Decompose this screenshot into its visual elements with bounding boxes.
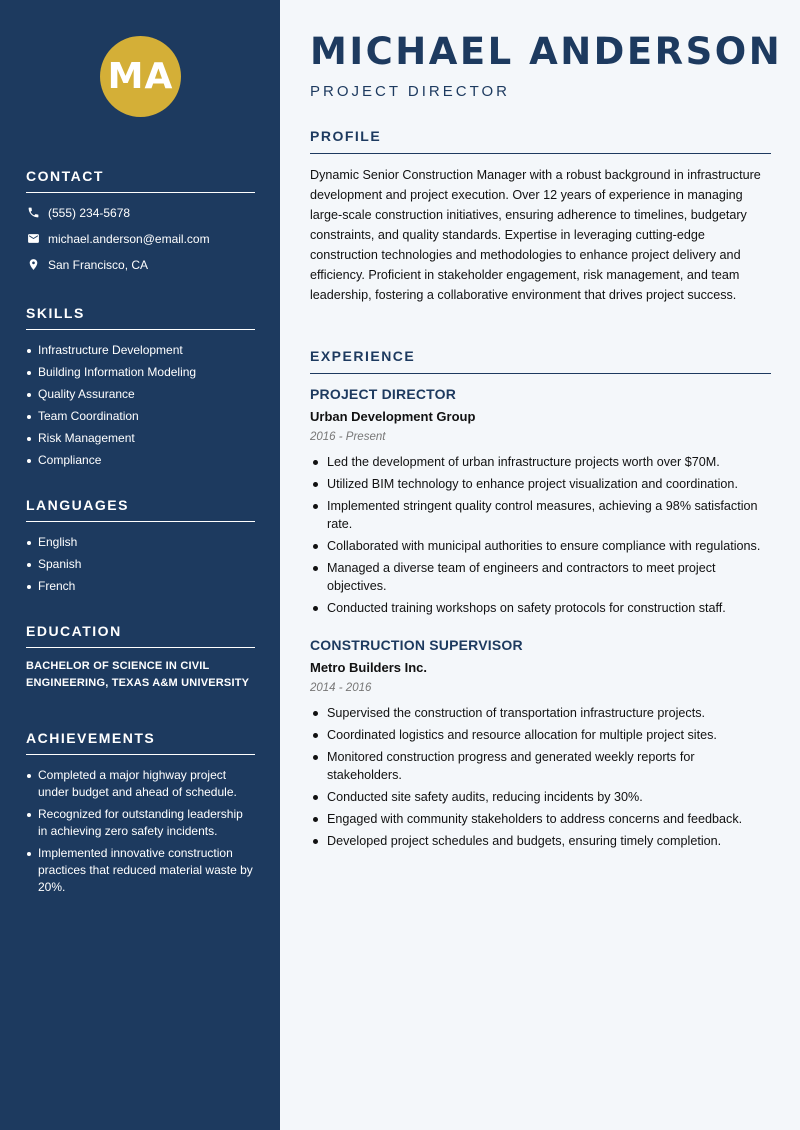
job-bullet: Managed a diverse team of engineers and contractors to meet project objectives. (310, 559, 771, 595)
language-item: Spanish (26, 556, 255, 573)
contact-phone (26, 205, 255, 220)
phone-icon (26, 206, 40, 220)
job-bullet: Monitored construction progress and generated weekly reports for stakeholders. (310, 748, 771, 784)
profile-heading: PROFILE (310, 128, 771, 154)
job-bullet: Led the development of urban infrastructure projects worth over $70M. (310, 453, 771, 471)
achievement-item: Recognized for outstanding leadership in achieving zero safety incidents. (26, 806, 255, 840)
avatar: MA (100, 36, 181, 117)
job-dates: 2014 - 2016 (310, 682, 372, 694)
achievements-section (26, 730, 255, 896)
achievement-item: Implemented innovative construction practices that reduced material waste by 20%. (26, 845, 255, 896)
job-bullet: Utilized BIM technology to enhance project visualization and coordination. (310, 475, 771, 493)
achievements-list (26, 767, 255, 896)
contact-heading: CONTACT (26, 168, 255, 193)
skill-item: Compliance (26, 452, 255, 469)
job-bullet: Engaged with community stakeholders to address concerns and feedback. (310, 810, 771, 828)
education-heading: EDUCATION (26, 623, 255, 648)
experience-section (310, 348, 771, 374)
job-bullet: Conducted training workshops on safety protocols for construction staff. (310, 599, 771, 617)
skill-item: Building Information Modeling (26, 364, 255, 381)
contact-section (26, 168, 255, 272)
job-bullet: Supervised the construction of transportation infrastructure projects. (310, 704, 771, 722)
sidebar (0, 0, 280, 1130)
email-text[interactable]: michael.anderson@email.com (48, 231, 210, 246)
achievement-item: Completed a major highway project under budget and ahead of schedule. (26, 767, 255, 801)
job-bullets (310, 453, 771, 617)
skills-section (26, 305, 255, 469)
job-bullet: Conducted site safety audits, reducing incidents by 30%. (310, 788, 771, 806)
contact-email (26, 231, 255, 246)
location-text: San Francisco, CA (48, 257, 149, 272)
job-bullet: Developed project schedules and budgets, ensuring timely completion. (310, 832, 771, 850)
job-dates: 2016 - Present (310, 431, 386, 443)
job-bullets (310, 704, 771, 850)
languages-heading: LANGUAGES (26, 497, 255, 522)
email-icon (26, 232, 40, 246)
languages-section (26, 497, 255, 595)
phone-text: (555) 234-5678 (48, 205, 131, 220)
language-item: French (26, 578, 255, 595)
candidate-name: MICHAEL ANDERSON (310, 30, 783, 73)
profile-section (310, 128, 771, 305)
job-bullet: Implemented stringent quality control measures, achieving a 98% satisfaction rate. (310, 497, 771, 533)
contact-location (26, 257, 255, 272)
achievements-heading: ACHIEVEMENTS (26, 730, 255, 755)
skills-list (26, 342, 255, 469)
job-title: PROJECT DIRECTOR (310, 386, 457, 402)
candidate-role: PROJECT DIRECTOR (310, 83, 510, 100)
job-entry-2 (310, 637, 771, 850)
job-bullet: Collaborated with municipal authorities to ensure compliance with regulations. (310, 537, 771, 555)
job-company: Urban Development Group (310, 409, 476, 424)
education-degree: BACHELOR OF SCIENCE IN CIVIL ENGINEERING, TEXAS A&M UNIVERSITY (26, 660, 250, 689)
location-pin-icon (26, 258, 40, 272)
job-bullet: Coordinated logistics and resource allocation for multiple project sites. (310, 726, 771, 744)
skill-item: Risk Management (26, 430, 255, 447)
experience-heading: EXPERIENCE (310, 348, 771, 374)
language-item: English (26, 534, 255, 551)
skill-item: Quality Assurance (26, 386, 255, 403)
education-section (26, 623, 255, 692)
profile-text: Dynamic Senior Construction Manager with a robust background in infrastructure development and project execution. Over 12 years of experience in managing large-scale construction initiatives, ensuring adherence to timelines, budgetary constraints, and quality standards. Expertise in leveraging cutting-edge construction technologies and methodologies to enhance project delivery and efficiency. Proficient in stakeholder engagement, risk management, and team leadership, fostering a collaborative environment that drives project success. (310, 168, 761, 302)
job-entry-1 (310, 386, 771, 617)
skill-item: Team Coordination (26, 408, 255, 425)
skill-item: Infrastructure Development (26, 342, 255, 359)
skills-heading: SKILLS (26, 305, 255, 330)
job-company: Metro Builders Inc. (310, 660, 428, 675)
languages-list (26, 534, 255, 595)
job-title: CONSTRUCTION SUPERVISOR (310, 637, 523, 653)
